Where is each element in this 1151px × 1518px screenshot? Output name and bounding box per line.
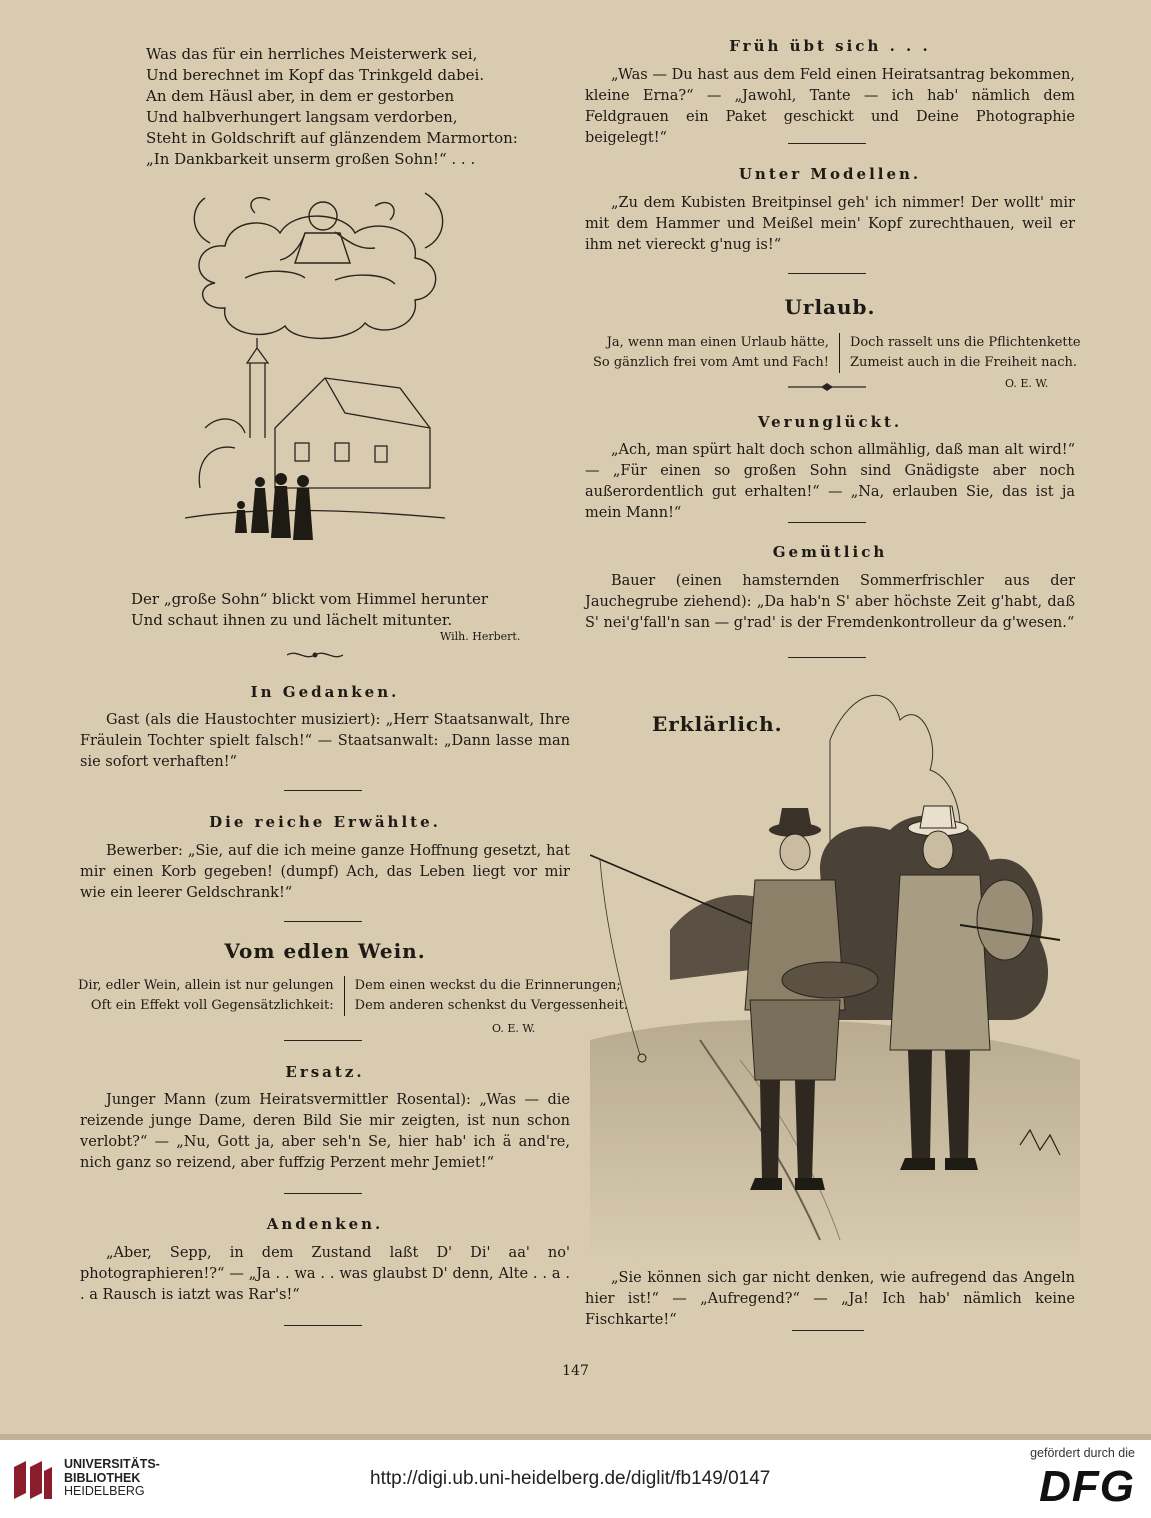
section-title: Urlaub.: [784, 295, 876, 319]
section-title: Unter Modellen.: [738, 165, 922, 183]
poem-line: Steht in Goldschrift auf glänzendem Marmorton:: [146, 129, 518, 147]
section-title: Früh übt sich . . .: [729, 37, 931, 55]
section-text: Bauer (einen hamsternden Sommerfrischler aus der Jauchegrube ziehend): „Da hab'n S' aber höchste Zeit g'habt, daß S' nei'g'fall'n san — g'rad' is der Fremdenkontrolleur da g'wesen.“: [585, 573, 1075, 631]
poem-bottom: [131, 589, 488, 631]
divider: [788, 273, 866, 274]
section-title: Ersatz.: [285, 1063, 365, 1081]
section-text: „Ach, man spürt halt doch schon allmählig, daß man alt wird!“ — „Für einen so großen Sohn sind Gnädigste aber noch außerordentlich gut erhalten!“ — „Na, erlauben Sie, das ist ja mein Mann!“: [585, 442, 1075, 521]
library-name: UNIVERSITÄTS- BIBLIOTHEK HEIDELBERG: [64, 1457, 160, 1498]
poem-line: An dem Häusl aber, in dem er gestorben: [146, 87, 455, 105]
illustration-cloud-village: [185, 188, 455, 558]
poem-line: Und berechnet im Kopf das Trinkgeld dabei.: [146, 66, 485, 84]
funding-label: gefördert durch die: [1030, 1446, 1135, 1460]
document-url-link[interactable]: http://digi.ub.uni-heidelberg.de/diglit/fb149/0147: [370, 1468, 771, 1489]
poem-author: Wilh. Herbert.: [440, 630, 521, 643]
divider: [792, 1330, 864, 1331]
verse-line: Dem anderen schenkst du Vergessenheit.: [354, 998, 628, 1013]
poem-line: Der „große Sohn“ blickt vom Himmel herunter: [131, 590, 488, 608]
poem-line: „In Dankbarkeit unserm großen Sohn!“ . . .: [146, 150, 476, 168]
ornament: [788, 382, 866, 392]
two-column-verse: [78, 976, 628, 1016]
illustration-caption: „Sie können sich gar nicht denken, wie aufregend das Angeln hier ist!“ — „Aufregend?“ — „Ja! Ich hab' nämlich keine Fischkarte!“: [585, 1270, 1075, 1328]
section-text: Gast (als die Haustochter musiziert): „Herr Staatsanwalt, Ihre Fräulein Tochter spielt falsch!“ — Staatsanwalt: „Dann lasse man sie sofort verhaften!“: [80, 712, 570, 770]
illustration-fishermen: [590, 680, 1080, 1260]
poem-top: [146, 44, 518, 170]
divider: [788, 657, 866, 658]
verse-signature: O. E. W.: [492, 1022, 536, 1035]
section-text: „Aber, Sepp, in dem Zustand laßt D' Di' aa' no' photographieren!?“ — „Ja . . wa . . was glaubst D' denn, Alte . . a . . a Rausch is iatzt was Rar's!“: [80, 1245, 570, 1303]
divider: [284, 921, 362, 922]
section-text: „Zu dem Kubisten Breitpinsel geh' ich nimmer! Der wollt' mir mit dem Hammer und Meißel mein' Kopf zurechthauen, weil er ihm net viereckt g'nug is!“: [585, 195, 1075, 253]
verse-signature: O. E. W.: [1005, 377, 1049, 390]
poem-line: Was das für ein herrliches Meisterwerk sei,: [146, 45, 478, 63]
divider: [284, 1193, 362, 1194]
section-title: Andenken.: [266, 1215, 384, 1233]
verse-line: Ja, wenn man einen Urlaub hätte,: [606, 335, 829, 350]
divider: [284, 1325, 362, 1326]
two-column-verse: [593, 333, 1081, 373]
verse-line: Dem einen weckst du die Erinnerungen;: [354, 978, 621, 993]
verse-line: Doch rasselt uns die Pflichtenkette: [849, 335, 1081, 350]
divider: [788, 143, 866, 144]
section-text: Bewerber: „Sie, auf die ich meine ganze Hoffnung gesetzt, hat mir einen Korb gegeben! (dumpf) Ach, das Leben liegt vor mir wie ein leerer Geldschrank!“: [80, 843, 570, 901]
poem-line: Und halbverhungert langsam verdorben,: [146, 108, 458, 126]
section-title: Verunglückt.: [757, 413, 903, 431]
section-text: Junger Mann (zum Heiratsvermittler Rosental): „Was — die reizende junge Dame, deren Bild Sie mir zeigten, ist nun schon verlobt?“ — „Nu, Gott ja, aber seh'n Se, hier hab' ich ä and're, nich ganz so reizend, aber fuffzig Perzent mehr Jemiet!“: [80, 1092, 570, 1171]
footer-bar: [0, 1440, 1151, 1518]
verse-line: Zumeist auch in die Freiheit nach.: [849, 355, 1077, 370]
section-title: Die reiche Erwählte.: [209, 813, 441, 831]
divider: [284, 790, 362, 791]
verse-line: Dir, edler Wein, allein ist nur gelungen: [78, 978, 334, 993]
verse-line: Oft ein Effekt voll Gegensätzlichkeit:: [90, 998, 334, 1013]
section-title: Vom edlen Wein.: [224, 939, 426, 963]
illustration-title: Erklärlich.: [652, 712, 783, 736]
verse-line: So gänzlich frei vom Amt und Fach!: [593, 355, 829, 370]
page-number: 147: [562, 1363, 589, 1379]
section-text: „Was — Du hast aus dem Feld einen Heiratsantrag bekommen, kleine Erna?“ — „Jawohl, Tante — ich hab' nämlich dem Feldgrauen ein Paket geschickt und Deine Photographie beigelegt!“: [585, 67, 1075, 146]
library-logo-icon[interactable]: [10, 1457, 56, 1503]
section-title: Gemütlich: [772, 543, 888, 561]
poem-line: Und schaut ihnen zu und lächelt mitunter.: [131, 611, 453, 629]
divider: [284, 1040, 362, 1041]
ornament: [285, 648, 345, 662]
divider: [788, 522, 866, 523]
dfg-logo[interactable]: DFG: [1039, 1462, 1135, 1511]
section-title: In Gedanken.: [250, 683, 400, 701]
